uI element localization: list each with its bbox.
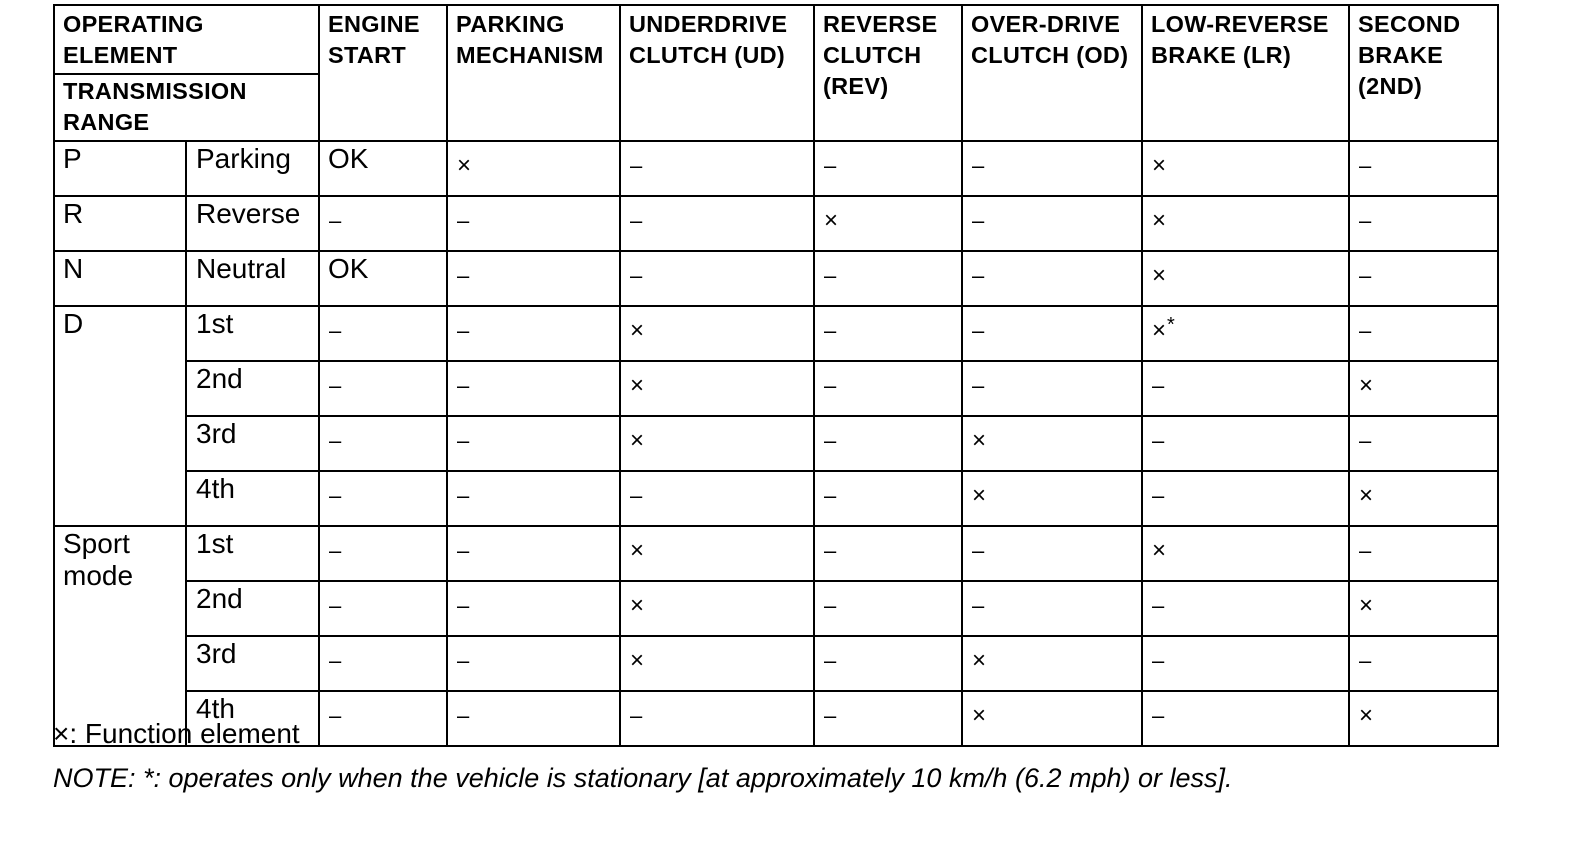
function-mark: ×: [1152, 317, 1167, 344]
status-cell: [962, 691, 1142, 746]
sub-range-cell: 3rd: [186, 416, 319, 471]
status-cell: [1349, 306, 1498, 361]
function-mark: ×: [630, 537, 645, 564]
status-cell: [1142, 526, 1349, 581]
status-cell: [447, 361, 620, 416]
dash-mark: –: [824, 593, 837, 618]
dash-mark: –: [1152, 483, 1165, 508]
status-cell: [447, 141, 620, 196]
function-mark: ×: [1359, 702, 1374, 729]
column-header: REVERSE CLUTCH (REV): [814, 5, 962, 141]
table-row: [54, 636, 1498, 691]
dash-mark: –: [630, 263, 643, 288]
status-cell: [620, 636, 814, 691]
status-cell: [447, 636, 620, 691]
status-cell: [620, 691, 814, 746]
status-cell: [447, 581, 620, 636]
dash-mark: –: [972, 373, 985, 398]
function-mark: ×: [630, 427, 645, 454]
table-row: [54, 471, 1498, 526]
status-cell: [620, 471, 814, 526]
table-row: [54, 526, 1498, 581]
status-cell: [1349, 636, 1498, 691]
status-cell: [319, 636, 447, 691]
dash-mark: –: [824, 428, 837, 453]
function-mark: ×: [824, 207, 839, 234]
dash-mark: –: [824, 153, 837, 178]
dash-mark: –: [457, 538, 470, 563]
dash-mark: –: [329, 703, 342, 728]
column-header: ENGINE START: [319, 5, 447, 141]
dash-mark: –: [457, 208, 470, 233]
status-cell: [1142, 306, 1349, 361]
table-row: [54, 361, 1498, 416]
table-row: [54, 416, 1498, 471]
status-cell: [962, 471, 1142, 526]
status-cell: [962, 416, 1142, 471]
dash-mark: –: [824, 538, 837, 563]
dash-mark: –: [630, 483, 643, 508]
dash-mark: –: [457, 703, 470, 728]
function-mark: ×: [972, 647, 987, 674]
function-mark: ×: [630, 647, 645, 674]
dash-mark: –: [1359, 428, 1372, 453]
sub-range-cell: 2nd: [186, 581, 319, 636]
dash-mark: –: [824, 483, 837, 508]
status-cell: [814, 361, 962, 416]
status-cell: [319, 251, 447, 306]
dash-mark: –: [329, 538, 342, 563]
dash-mark: –: [1359, 153, 1372, 178]
table-row: [54, 306, 1498, 361]
dash-mark: –: [329, 593, 342, 618]
range-cell: N: [54, 251, 186, 306]
status-cell: [814, 196, 962, 251]
sub-range-cell: 4th: [186, 691, 319, 746]
status-cell: [1142, 141, 1349, 196]
sub-range-cell: Neutral: [186, 251, 319, 306]
status-cell: [319, 141, 447, 196]
status-cell: [620, 251, 814, 306]
range-cell: R: [54, 196, 186, 251]
status-cell: [319, 416, 447, 471]
status-cell: [962, 251, 1142, 306]
status-cell: [447, 306, 620, 361]
sub-range-cell: Parking: [186, 141, 319, 196]
function-mark: ×: [972, 482, 987, 509]
status-cell: [620, 416, 814, 471]
status-cell: [1142, 196, 1349, 251]
dash-mark: –: [329, 318, 342, 343]
table-header: [54, 5, 1498, 141]
range-cell: P: [54, 141, 186, 196]
column-header: OVER-DRIVE CLUTCH (OD): [962, 5, 1142, 141]
status-cell: [620, 141, 814, 196]
dash-mark: –: [1152, 648, 1165, 673]
status-cell: [319, 306, 447, 361]
dash-mark: –: [972, 263, 985, 288]
dash-mark: –: [1359, 318, 1372, 343]
status-cell: [814, 416, 962, 471]
sub-range-cell: 1st: [186, 306, 319, 361]
function-mark: ×: [630, 317, 645, 344]
footnote-text: NOTE: *: operates only when the vehicle is stationary [at approximately 10 km/h (6.2 mph) or less].: [53, 763, 1233, 793]
dash-mark: –: [1152, 428, 1165, 453]
table-row: [54, 581, 1498, 636]
status-cell: [447, 416, 620, 471]
status-cell: [1349, 196, 1498, 251]
dash-mark: –: [329, 648, 342, 673]
table-row: [54, 141, 1498, 196]
range-cell: Sport mode: [54, 526, 186, 746]
status-cell: [1142, 691, 1349, 746]
dash-mark: –: [329, 483, 342, 508]
status-cell: [319, 471, 447, 526]
dash-mark: –: [1359, 263, 1372, 288]
status-cell: [814, 526, 962, 581]
status-cell: [1349, 691, 1498, 746]
footnote-marker: *: [1167, 314, 1175, 336]
status-cell: [447, 471, 620, 526]
status-cell: [1349, 141, 1498, 196]
status-cell: [962, 636, 1142, 691]
status-cell: [962, 361, 1142, 416]
dash-mark: –: [1359, 538, 1372, 563]
dash-mark: –: [824, 263, 837, 288]
status-cell: [620, 581, 814, 636]
status-cell: [1142, 636, 1349, 691]
sub-range-cell: 2nd: [186, 361, 319, 416]
function-mark: ×: [1152, 262, 1167, 289]
status-cell: [962, 141, 1142, 196]
status-cell: [319, 526, 447, 581]
status-cell: [1349, 251, 1498, 306]
function-mark: ×: [457, 152, 472, 179]
dash-mark: –: [329, 428, 342, 453]
ok-mark: OK: [328, 253, 369, 284]
status-cell: [319, 361, 447, 416]
sub-range-cell: 3rd: [186, 636, 319, 691]
status-cell: [962, 306, 1142, 361]
dash-mark: –: [457, 428, 470, 453]
status-cell: [620, 526, 814, 581]
sub-range-cell: 4th: [186, 471, 319, 526]
function-mark: ×: [972, 702, 987, 729]
dash-mark: –: [824, 648, 837, 673]
function-mark: ×: [1152, 537, 1167, 564]
status-cell: [814, 691, 962, 746]
dash-mark: –: [630, 153, 643, 178]
ok-mark: OK: [328, 143, 369, 174]
dash-mark: –: [972, 593, 985, 618]
dash-mark: –: [630, 703, 643, 728]
status-cell: [1142, 581, 1349, 636]
status-cell: [620, 306, 814, 361]
status-cell: [962, 581, 1142, 636]
dash-mark: –: [630, 208, 643, 233]
status-cell: [1142, 361, 1349, 416]
status-cell: [1349, 526, 1498, 581]
status-cell: [1349, 581, 1498, 636]
status-cell: [962, 526, 1142, 581]
dash-mark: –: [972, 318, 985, 343]
function-mark: ×: [972, 427, 987, 454]
dash-mark: –: [1359, 648, 1372, 673]
table-body: [54, 141, 1498, 746]
status-cell: [319, 581, 447, 636]
function-mark: ×: [1359, 372, 1374, 399]
dash-mark: –: [1152, 593, 1165, 618]
status-cell: [319, 691, 447, 746]
function-mark: ×: [630, 372, 645, 399]
status-cell: [319, 196, 447, 251]
table-row: [54, 251, 1498, 306]
function-mark: ×: [630, 592, 645, 619]
dash-mark: –: [972, 538, 985, 563]
status-cell: [814, 471, 962, 526]
status-cell: [1349, 471, 1498, 526]
table-row: [54, 196, 1498, 251]
status-cell: [1142, 471, 1349, 526]
function-mark: ×: [1152, 152, 1167, 179]
dash-mark: –: [824, 373, 837, 398]
dash-mark: –: [457, 648, 470, 673]
status-cell: [620, 361, 814, 416]
status-cell: [1142, 416, 1349, 471]
function-mark: ×: [1359, 592, 1374, 619]
corner-header-operating-element: OPERATING ELEMENT: [54, 5, 319, 74]
legend-text: ×: Function element: [53, 718, 300, 749]
status-cell: [814, 306, 962, 361]
status-cell: [814, 251, 962, 306]
column-header: LOW-REVERSE BRAKE (LR): [1142, 5, 1349, 141]
dash-mark: –: [329, 208, 342, 233]
sub-range-cell: 1st: [186, 526, 319, 581]
status-cell: [447, 196, 620, 251]
dash-mark: –: [824, 703, 837, 728]
function-mark: ×: [1152, 207, 1167, 234]
status-cell: [620, 196, 814, 251]
range-cell: D: [54, 306, 186, 526]
dash-mark: –: [1359, 208, 1372, 233]
dash-mark: –: [824, 318, 837, 343]
dash-mark: –: [457, 593, 470, 618]
dash-mark: –: [1152, 373, 1165, 398]
column-header: UNDERDRIVE CLUTCH (UD): [620, 5, 814, 141]
dash-mark: –: [972, 153, 985, 178]
status-cell: [814, 141, 962, 196]
dash-mark: –: [457, 373, 470, 398]
status-cell: [447, 691, 620, 746]
function-mark: ×: [1359, 482, 1374, 509]
column-header: SECOND BRAKE (2ND): [1349, 5, 1498, 141]
dash-mark: –: [457, 318, 470, 343]
status-cell: [1349, 416, 1498, 471]
dash-mark: –: [457, 263, 470, 288]
status-cell: [447, 251, 620, 306]
dash-mark: –: [457, 483, 470, 508]
dash-mark: –: [972, 208, 985, 233]
status-cell: [1349, 361, 1498, 416]
status-cell: [962, 196, 1142, 251]
dash-mark: –: [329, 373, 342, 398]
status-cell: [814, 581, 962, 636]
sub-range-cell: Reverse: [186, 196, 319, 251]
dash-mark: –: [1152, 703, 1165, 728]
operating-element-table: [53, 4, 1499, 747]
status-cell: [814, 636, 962, 691]
status-cell: [1142, 251, 1349, 306]
status-cell: [447, 526, 620, 581]
column-header: PARKING MECHANISM: [447, 5, 620, 141]
corner-header-transmission-range: TRANSMISSION RANGE: [54, 74, 319, 141]
